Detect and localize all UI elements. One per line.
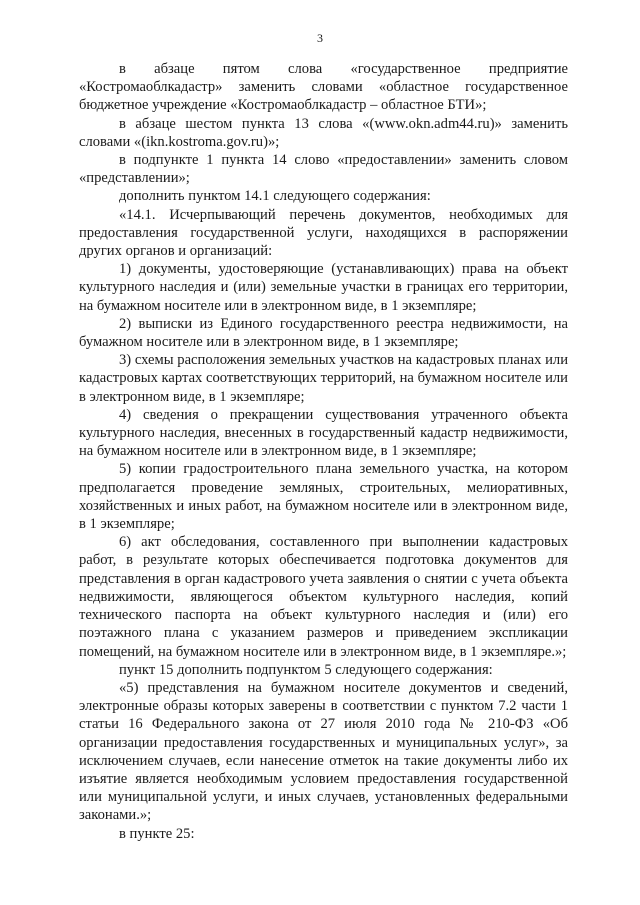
paragraph-add-14-1: дополнить пунктом 14.1 следующего содержания: bbox=[119, 188, 431, 205]
list-item-3: 3) схемы расположения земельных участков на кадастровых планах или кадастровых картах соответствующих территорий, на бумажном носителе или в электронном виде, в 1 экземпляре; bbox=[79, 352, 568, 405]
paragraph-abzac-6: в абзаце шестом пункта 13 слова «(www.okn.adm44.ru)» заменить словами «(ikn.kostroma.gov.ru)»; bbox=[79, 115, 568, 150]
list-item-5: 5) копии градостроительного плана земельного участка, на котором предполагается проведение земляных, строительных, мелиоративных, хозяйственных и иных работ, на бумажном носителе или в электронном виде, в 1 экземпляре; bbox=[79, 461, 568, 533]
list-item-4: 4) сведения о прекращении существования утраченного объекта культурного наследия, внесенных в государственный кадастр недвижимости, на бумажном носителе или в электронном виде, в 1 экземпляре; bbox=[79, 406, 568, 460]
list-item-2: 2) выписки из Единого государственного реестра недвижимости, на бумажном носителе или в электронном виде, в 1 экземпляре; bbox=[79, 315, 568, 351]
paragraph-punkt-15: пункт 15 дополнить подпунктом 5 следующего содержания: bbox=[119, 661, 493, 678]
paragraph-subpunkt-5: «5) представления на бумажном носителе документов и сведений, электронные образы которых заверены в соответствии с пунктом 7.2 части 1 статьи 16 Федерального закона от 27 июля 2010 года № 210-ФЗ «Об организации предоставления государственных и муниципальных услуг», за исключением случаев, если нанесение отметок на такие документы либо их изъятие является необходимым условием предоставления государственной или муниципальной услуги, и иных случаев, установленных федеральными законами.»; bbox=[79, 679, 568, 824]
page-number: 3 bbox=[317, 31, 323, 45]
paragraph-14-1-intro: «14.1. Исчерпывающий перечень документов, необходимых для предоставления государственной услуги, находящихся в распоряжении других органов и организаций: bbox=[79, 206, 568, 260]
paragraph-abzac-5: в абзаце пятом слова «государственное предприятие «Костромаоблкадастр» заменить словами «областное государственное бюджетное учреждение «Костромаоблкадастр – областное БТИ»; bbox=[79, 61, 568, 114]
list-item-1: 1) документы, удостоверяющие (устанавливающих) права на объект культурного наследия и (или) земельные участки в границах его территории, на бумажном носителе или в электронном виде, в 1 экземпляре; bbox=[79, 261, 568, 314]
paragraph-punkt-25: в пункте 25: bbox=[119, 825, 195, 842]
document-body bbox=[79, 60, 568, 843]
list-item-6: 6) акт обследования, составленного при выполнении кадастровых работ, в результате которых обеспечивается подготовка документов для представления в орган кадастрового учета заявления о снятии с учета объекта недвижимости, являющегося объектом культурного наследия, копий технического паспорта на объект культурного наследия и (или) его поэтажного плана с указанием размеров и приведением экспликации помещений, на бумажном носителе или в электронном виде, в 1 экземпляре.»; bbox=[79, 534, 568, 660]
paragraph-punkt-14: в подпункте 1 пункта 14 слово «предоставлении» заменить словом «представлении»; bbox=[79, 152, 568, 187]
